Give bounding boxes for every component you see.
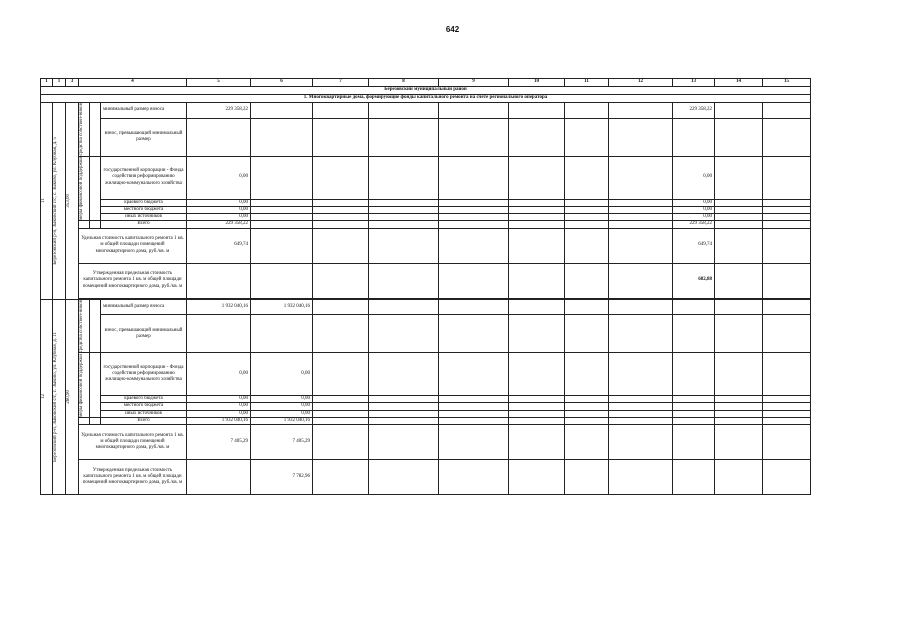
col-header: 9 xyxy=(439,79,509,87)
table-row xyxy=(41,228,811,263)
other-funds-label: меры финансовой поддержки xyxy=(79,156,90,221)
cell-value: 1 932 040,16 xyxy=(251,299,313,315)
cell-value: 1 932 040,16 xyxy=(187,299,251,315)
row-label: взнос, превышающий минимальный размер xyxy=(101,118,187,156)
cell-value: 7 405,29 xyxy=(187,425,251,460)
column-header-row xyxy=(41,79,811,87)
cell-value: 0,00 xyxy=(187,206,251,213)
table-row xyxy=(41,315,811,353)
row-label: местного бюджета xyxy=(101,206,187,213)
cell-value: 0,00 xyxy=(187,396,251,403)
cell-value: 1 932 040,16 xyxy=(187,417,251,424)
row-label: местного бюджета xyxy=(101,403,187,410)
table-row xyxy=(41,403,811,410)
row-label: государственной корпорации - Фонда содействия реформированию жилищно-коммунального хозяйства xyxy=(101,156,187,199)
section-row xyxy=(41,95,811,103)
cell-value: 7 782,96 xyxy=(251,460,313,495)
capital-repair-table xyxy=(40,78,811,495)
col-header: 6 xyxy=(251,79,313,87)
cell-value: 0,00 xyxy=(187,353,251,396)
col-header: 4 xyxy=(79,79,187,87)
col-header: 11 xyxy=(565,79,609,87)
row-label: краевого бюджета xyxy=(101,396,187,403)
table-row xyxy=(41,396,811,403)
table-row xyxy=(41,118,811,156)
row-label: взнос, превышающий минимальный размер xyxy=(101,315,187,353)
table-row xyxy=(41,353,811,396)
cell-value: 0,00 xyxy=(673,156,715,199)
table-row xyxy=(41,156,811,199)
table-row xyxy=(41,299,811,315)
row-label: государственной корпорации - Фонда содействия реформированию жилищно-коммунального хозяйства xyxy=(101,353,187,396)
col-header: 10 xyxy=(509,79,565,87)
col-header: 15 xyxy=(763,79,811,87)
record-area: 353,00 xyxy=(66,103,79,300)
row-label: краевого бюджета xyxy=(101,199,187,206)
cell-value: 229 358,22 xyxy=(673,103,715,119)
col-header: 1 xyxy=(53,79,66,87)
cell-value: 0,00 xyxy=(673,199,715,206)
cell-value: 229 358,22 xyxy=(187,103,251,119)
cell-value: 0,00 xyxy=(187,410,251,417)
col-header: 7 xyxy=(313,79,369,87)
col-header: 3 xyxy=(66,79,79,87)
col-header: 12 xyxy=(609,79,673,87)
row-label: иных источников xyxy=(101,214,187,221)
row-label: иных источников xyxy=(101,410,187,417)
col-header: 13 xyxy=(673,79,715,87)
table-row xyxy=(41,214,811,221)
owners-funds-label: средства собствен-ников xyxy=(79,299,90,353)
district-row xyxy=(41,87,811,95)
owners-funds-label: средства собствен-ников xyxy=(79,103,90,157)
row-label: Утвержденная предельная стоимость капитального ремонта 1 кв. м общей площади помещений многоквартирного дома, руб./кв. м xyxy=(79,460,187,495)
table-row xyxy=(41,263,811,298)
table-row xyxy=(41,460,811,495)
cell-value: 229 358,22 xyxy=(187,221,251,228)
other-funds-label: меры финансовой поддержки xyxy=(79,353,90,418)
cell-value: 0,00 xyxy=(251,353,313,396)
row-label: минимальный размер взноса xyxy=(101,299,187,315)
col-header: 1 xyxy=(41,79,53,87)
row-label: Всего xyxy=(101,221,187,228)
record-area: 260,90 xyxy=(66,299,79,495)
col-header: 5 xyxy=(187,79,251,87)
cell-value: 0,00 xyxy=(187,199,251,206)
record-number: 12 xyxy=(41,299,53,495)
table-row xyxy=(41,425,811,460)
cell-value: 7 405,29 xyxy=(251,425,313,460)
district-title: Березовский муниципальный район xyxy=(41,87,811,95)
record-address: Березовский р-н, Зыковский с/с, с. Зыково, ул. Клубная, д. 11 xyxy=(53,299,66,495)
record-number: 11 xyxy=(41,103,53,300)
page-number: 642 xyxy=(445,25,460,34)
table-row xyxy=(41,221,811,228)
cell-value: 0,00 xyxy=(187,403,251,410)
cell-value: 0,00 xyxy=(187,214,251,221)
row-label: минимальный размер взноса xyxy=(101,103,187,119)
cell-value: 0,00 xyxy=(187,156,251,199)
cell-value: 1 932 040,16 xyxy=(251,417,313,424)
record-address: Березовский р-н, Зыковский с/с, с. Зыково, ул. Клубная, д. 5 xyxy=(53,103,66,300)
col-header: 14 xyxy=(715,79,763,87)
table-row xyxy=(41,103,811,119)
table-row xyxy=(41,417,811,424)
cell-value: 649,74 xyxy=(673,228,715,263)
section-title: 1. Многоквартирные дома, формирующие фонды капитального ремонта на счете регионального оператора xyxy=(41,95,811,103)
row-label: Всего xyxy=(101,417,187,424)
cell-value: 0,00 xyxy=(251,410,313,417)
table-row xyxy=(41,206,811,213)
cell-value: 0,00 xyxy=(673,206,715,213)
table-row xyxy=(41,410,811,417)
cell-value: 0,00 xyxy=(673,214,715,221)
col-header: 8 xyxy=(369,79,439,87)
cell-value: 0,00 xyxy=(251,403,313,410)
row-label: Удельная стоимость капитального ремонта 1 кв. м общей площади помещений многоквартирного дома, руб./кв. м xyxy=(79,425,187,460)
cell-value: 0,00 xyxy=(251,396,313,403)
cell-value: 649,74 xyxy=(187,228,251,263)
cell-value: 229 358,22 xyxy=(673,221,715,228)
row-label: Удельная стоимость капитального ремонта 1 кв. м общей площади помещений многоквартирного дома, руб./кв. м xyxy=(79,228,187,263)
row-label: Утвержденная предельная стоимость капитального ремонта 1 кв. м общей площади помещений многоквартирного дома, руб./кв. м xyxy=(79,263,187,298)
table-row xyxy=(41,199,811,206)
cell-value: 682,88 xyxy=(673,263,715,298)
